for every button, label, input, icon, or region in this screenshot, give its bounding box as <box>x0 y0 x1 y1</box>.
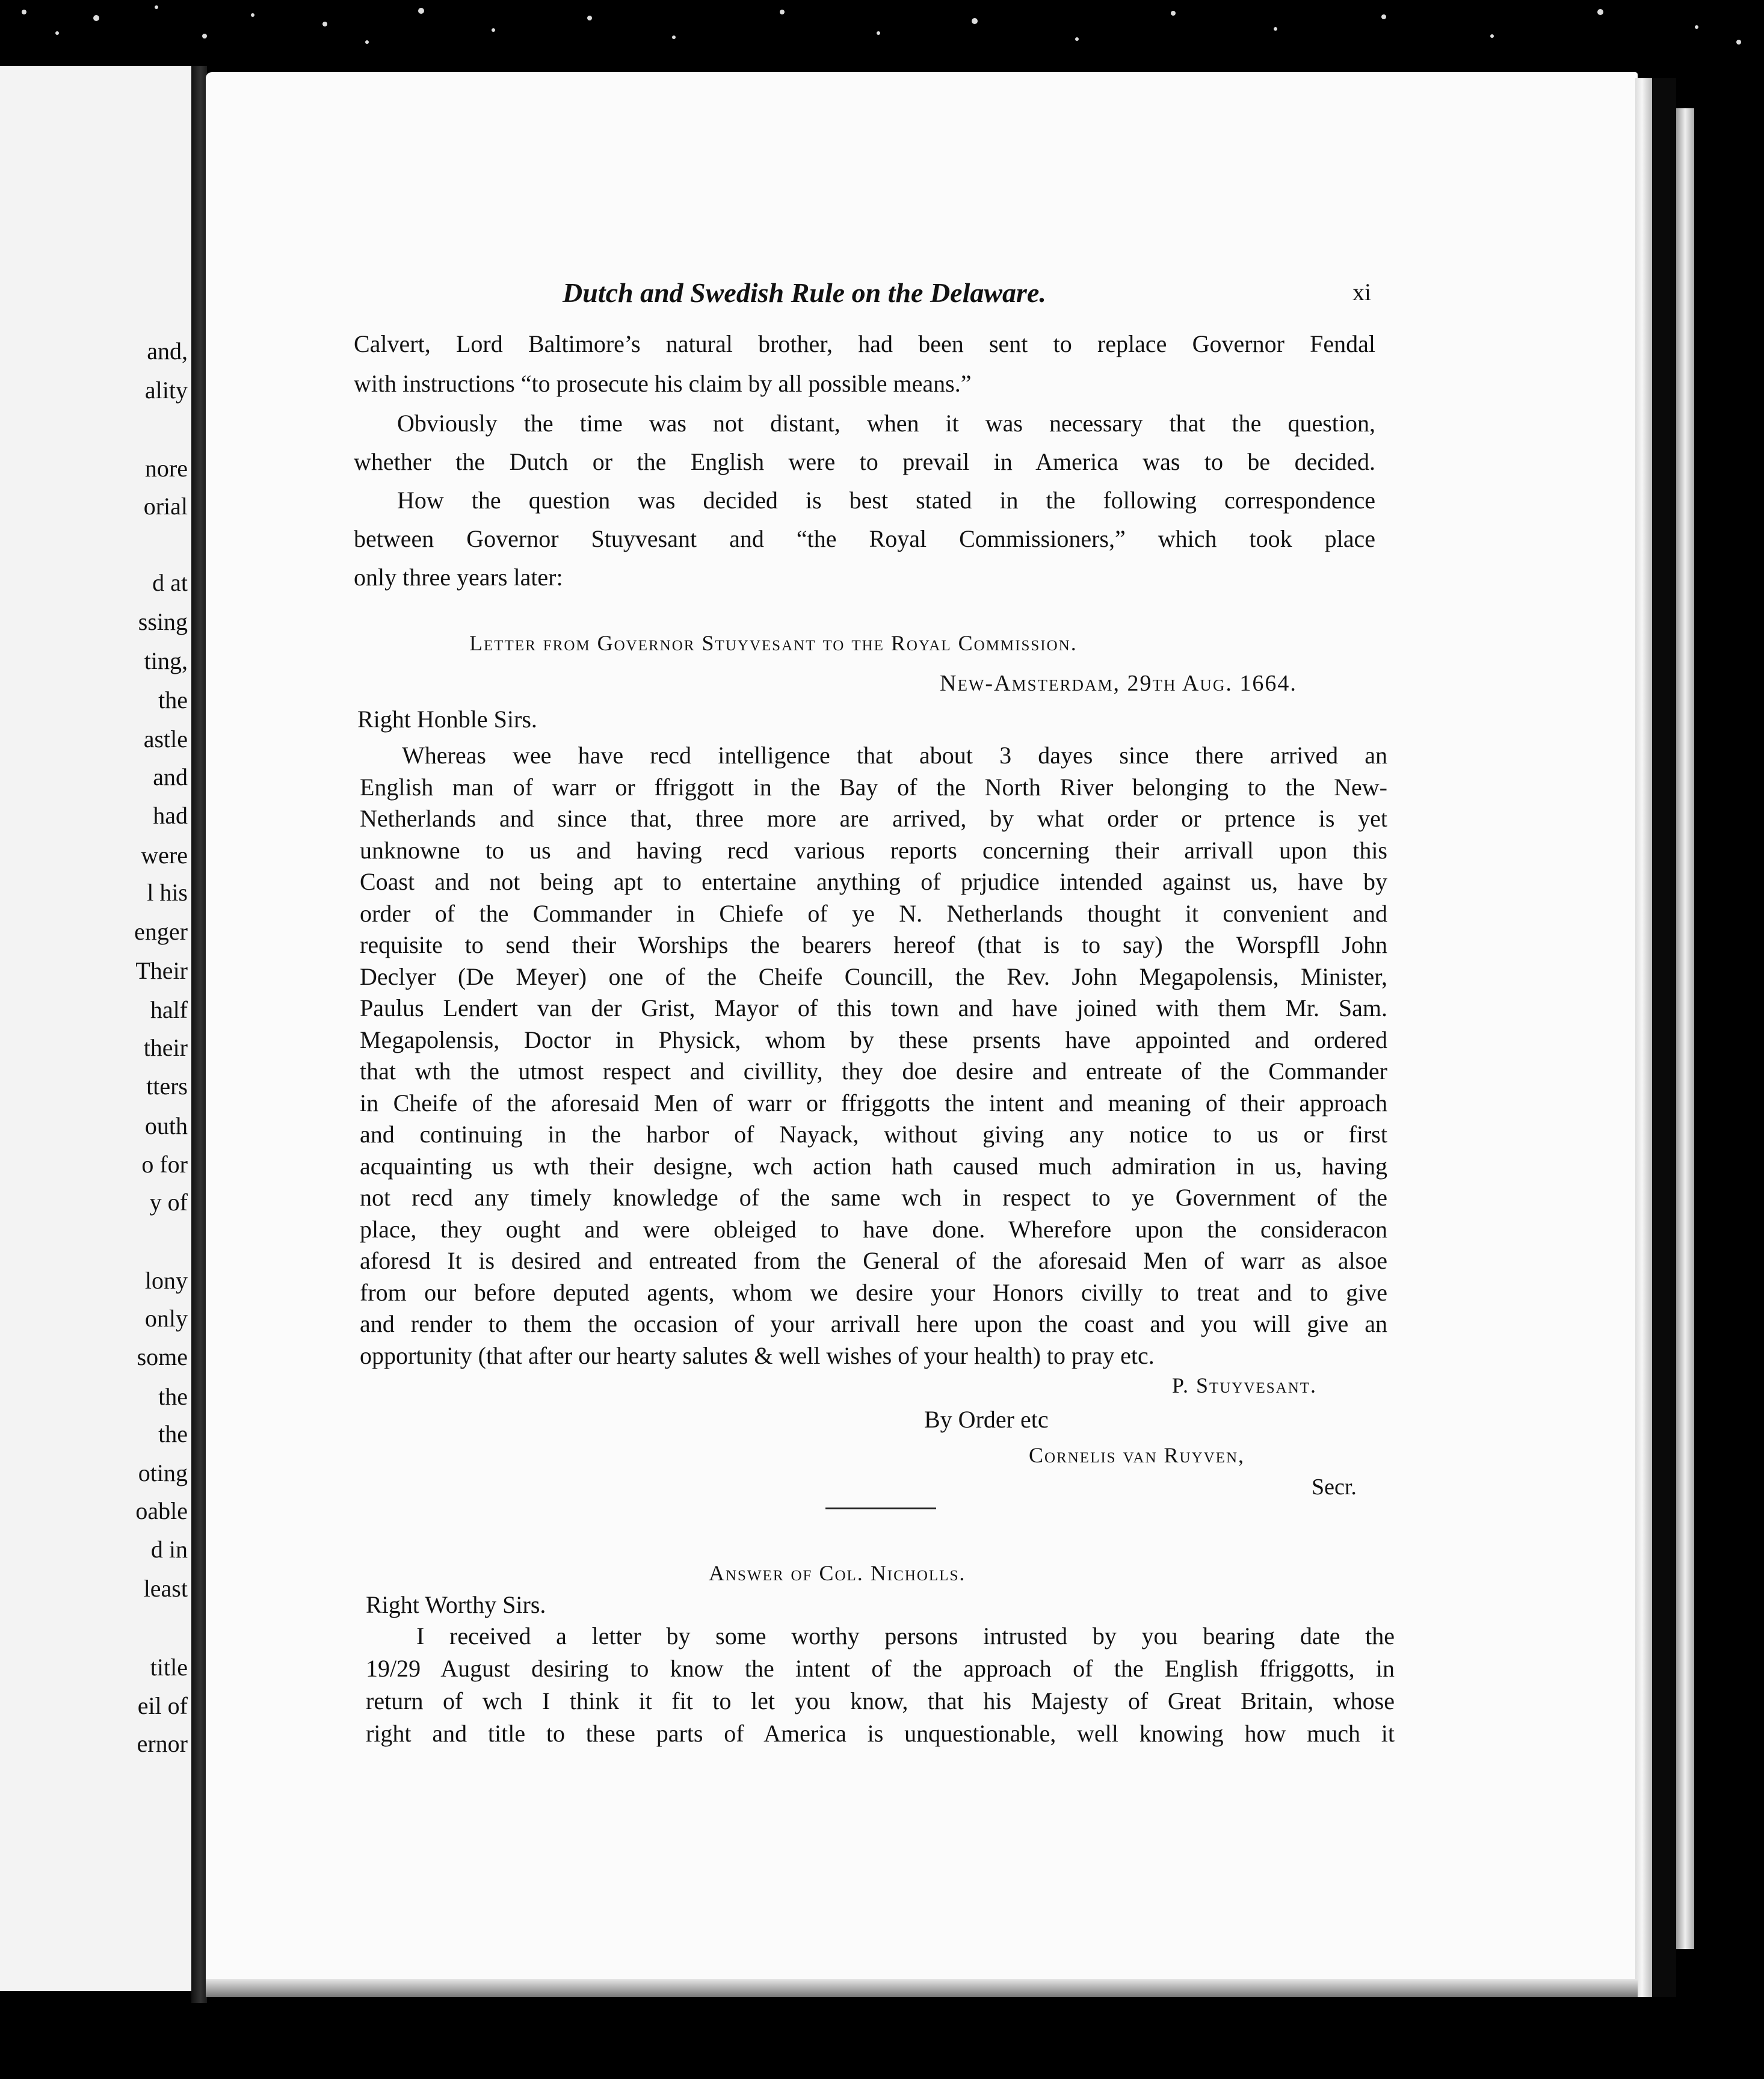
text-line: return of wch I think it fit to let you know, that his Majesty of Great Britain, whose <box>366 1687 1395 1714</box>
page-bottom-edge <box>206 1979 1638 1997</box>
section-divider <box>825 1508 936 1509</box>
text-line: requisite to send their Worships the bearers hereof (that is to say) the Worspfll John <box>360 931 1387 958</box>
previous-page-fragment: half <box>150 996 188 1023</box>
secretary-name: Cornelis van Ruyven, <box>1029 1443 1245 1467</box>
text-line: from our before deputed agents, whom we desire your Honors civilly to treat and to give <box>360 1278 1387 1306</box>
text-line: How the question was decided is best stated in the following correspondence <box>397 487 1375 514</box>
text-line: with instructions “to prosecute his claim by all possible means.” <box>354 370 972 397</box>
previous-page-fragment: ting, <box>144 647 188 674</box>
text-line: only three years later: <box>354 564 563 591</box>
running-header-title: Dutch and Swedish Rule on the Delaware. <box>563 277 1046 308</box>
text-line: that wth the utmost respect and civillity, they doe desire and entreate of the Commander <box>360 1058 1387 1085</box>
text-line: Netherlands and since that, three more are arrived, by what order or prtence is yet <box>360 805 1387 832</box>
previous-page-fragment: ality <box>144 377 188 404</box>
text-line: Coast and not being apt to entertaine anything of prjudice intended against us, have by <box>360 868 1387 895</box>
previous-page-fragment: were <box>141 842 188 869</box>
previous-page-fragment: only <box>144 1305 188 1332</box>
previous-page-edge <box>0 66 195 1991</box>
text-line: between Governor Stuyvesant and “the Royal Commissioners,” which took place <box>354 525 1375 552</box>
previous-page-fragment: nore <box>144 455 188 482</box>
text-line: in Cheife of the aforesaid Men of warr or ffriggotts the intent and meaning of their approach <box>360 1089 1387 1116</box>
text-line: and render to them the occasion of your arrivall here upon the coast and you will give an <box>360 1310 1387 1337</box>
previous-page-fragment: lony <box>144 1267 188 1294</box>
previous-page-fragment: o for <box>141 1151 188 1178</box>
text-line: not recd any timely knowledge of the same wch in respect to ye Government of the <box>360 1184 1387 1211</box>
previous-page-fragment: some <box>137 1343 188 1370</box>
text-line: I received a letter by some worthy persons intrusted by you bearing date the <box>416 1622 1395 1649</box>
previous-page-fragment: d in <box>150 1536 188 1563</box>
previous-page-fragment: astle <box>143 725 188 753</box>
previous-page-fragment: enger <box>134 918 188 945</box>
letter1-signature: P. Stuyvesant. <box>1172 1373 1318 1397</box>
letter1-dateline: New-Amsterdam, 29th Aug. 1664. <box>940 671 1297 696</box>
by-order-line: By Order etc <box>924 1406 1049 1433</box>
previous-page-fragment: orial <box>143 493 188 520</box>
text-line: and continuing in the harbor of Nayack, without giving any notice to us or first <box>360 1121 1387 1148</box>
text-line: acquainting us wth their designe, wch action hath caused much admiration in us, having <box>360 1152 1387 1180</box>
previous-page-fragment: ernor <box>137 1730 188 1757</box>
text-line: whether the Dutch or the English were to prevail in America was to be decided. <box>354 448 1375 475</box>
film-speckle-border <box>0 0 1764 54</box>
previous-page-fragment: had <box>153 802 188 829</box>
previous-page-fragment: the <box>158 1383 188 1410</box>
previous-page-fragment: outh <box>144 1112 188 1139</box>
previous-page-fragment: their <box>143 1034 188 1061</box>
previous-page-fragment: oting <box>138 1459 188 1486</box>
text-line: Whereas wee have recd intelligence that about 3 dayes since there arrived an <box>402 742 1387 769</box>
secretary-title: Secr. <box>1312 1474 1357 1500</box>
previous-page-fragment: eil of <box>137 1692 188 1719</box>
previous-page-fragment: l his <box>147 879 188 906</box>
previous-page-fragment: title <box>150 1654 188 1681</box>
page-stack <box>1676 108 1694 1949</box>
letter1-salutation: Right Honble Sirs. <box>357 706 537 733</box>
letter2-salutation: Right Worthy Sirs. <box>366 1591 546 1618</box>
previous-page-fragment: Their <box>135 957 188 984</box>
text-line: Calvert, Lord Baltimore’s natural brother, had been sent to replace Governor Fendal <box>354 330 1375 357</box>
text-line: unknowne to us and having recd various reports concerning their arrivall upon this <box>360 836 1387 864</box>
previous-page-fragment: the <box>158 686 188 713</box>
page-number: xi <box>1352 279 1372 306</box>
letter1-heading: Letter from Governor Stuyvesant to the Royal Commission. <box>469 631 1078 655</box>
text-line: Megapolensis, Doctor in Physick, whom by these prsents have appointed and ordered <box>360 1026 1387 1053</box>
previous-page-fragment: least <box>143 1575 188 1602</box>
page-shadow-right <box>1652 78 1676 1997</box>
text-line: place, they ought and were obleiged to have done. Wherefore upon the consideracon <box>360 1215 1387 1243</box>
previous-page-fragment: y of <box>149 1189 188 1216</box>
previous-page-fragment: the <box>158 1420 188 1447</box>
letter2-heading: Answer of Col. Nicholls. <box>709 1561 966 1585</box>
previous-page-fragment: oable <box>135 1497 188 1524</box>
previous-page-fragment: and, <box>147 337 188 365</box>
text-line: 19/29 August desiring to know the intent of the approach of the English ffriggotts, in <box>366 1655 1395 1682</box>
text-line: aforesd It is desired and entreated from the General of the aforesaid Men of warr as alsoe <box>360 1247 1387 1274</box>
previous-page-fragment: tters <box>146 1073 188 1100</box>
text-line: Obviously the time was not distant, when it was necessary that the question, <box>397 410 1375 437</box>
page-edge-right <box>1635 78 1652 1997</box>
book-gutter <box>191 66 207 2003</box>
previous-page-fragment: and <box>153 763 188 790</box>
previous-page-fragment: ssing <box>138 608 188 635</box>
text-line: English man of warr or ffriggott in the Bay of the North River belonging to the New- <box>360 773 1387 801</box>
text-line: Declyer (De Meyer) one of the Cheife Councill, the Rev. John Megapolensis, Minister, <box>360 962 1387 990</box>
text-line: right and title to these parts of America is unquestionable, well knowing how much it <box>366 1720 1395 1747</box>
previous-page-fragment: d at <box>152 569 188 596</box>
text-line: Paulus Lendert van der Grist, Mayor of this town and have joined with them Mr. Sam. <box>360 994 1387 1021</box>
text-line: order of the Commander in Chiefe of ye N. Netherlands thought it convenient and <box>360 899 1387 927</box>
text-line: opportunity (that after our hearty salutes & well wishes of your health) to pray etc. <box>360 1341 1155 1369</box>
